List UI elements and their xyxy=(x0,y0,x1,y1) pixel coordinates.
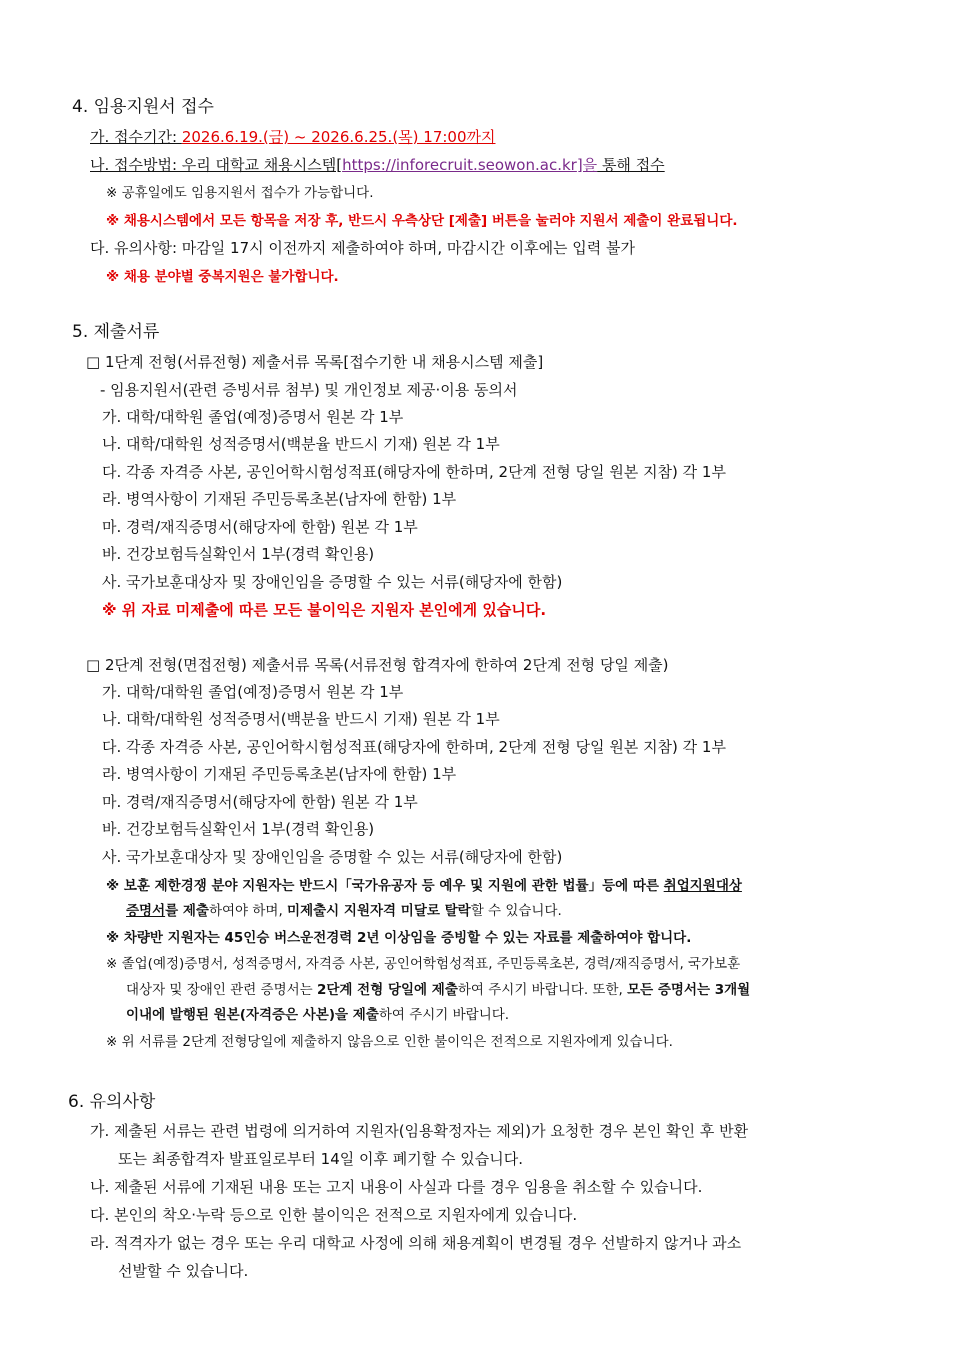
note-veteran-emphasis: 취업지원대상 xyxy=(663,878,742,894)
stage2-item: 마. 경력/재직증명서(해당자에 한함) 원본 각 1부 xyxy=(102,793,418,811)
note-veteran-end: 할 수 있습니다. xyxy=(470,903,562,919)
stage1-item: 라. 병역사항이 기재된 주민등록초본(남자에 한함) 1부 xyxy=(102,490,457,508)
stage2-title: □ 2단계 전형(면접전형) 제출서류 목록(서류전형 합격자에 한하여 2단계 전형 당일 제출) xyxy=(86,656,669,674)
method-pre: 나. 접수방법: 우리 대학교 채용시스템[ xyxy=(90,156,343,174)
sec6-item-cont: 선발할 수 있습니다. xyxy=(118,1262,249,1280)
stage2-item: 나. 대학/대학원 성적증명서(백분율 반드시 기재) 원본 각 1부 xyxy=(102,710,500,728)
stage1-intro: - 임용지원서(관련 증빙서류 첨부) 및 개인정보 제공·이용 동의서 xyxy=(100,381,518,399)
stage2-item: 가. 대학/대학원 졸업(예정)증명서 원본 각 1부 xyxy=(102,683,404,701)
note-penalty: ※ 위 서류를 2단계 전형당일에 제출하지 않음으로 인한 불이익은 전적으로 지원자에게 있습니다. xyxy=(106,1034,673,1050)
sec6-item: 가. 제출된 서류는 관련 법령에 의거하여 지원자(임용확정자는 제외)가 요청한 경우 본인 확인 후 반환 xyxy=(90,1122,749,1140)
section-4-title: 4. 임용지원서 접수 xyxy=(72,97,214,117)
note-docs-original: 이내에 발행된 원본(자격증은 사본)을 제출 xyxy=(126,1007,379,1023)
period-line xyxy=(90,127,496,147)
note-holiday: ※ 공휴일에도 임용지원서 접수가 가능합니다. xyxy=(106,185,374,201)
method-line xyxy=(90,155,665,175)
stage2-item: 사. 국가보훈대상자 및 장애인임을 증명할 수 있는 서류(해당자에 한함) xyxy=(102,848,563,866)
note-docs-stage2: 2단계 전형 당일에 제출 xyxy=(317,982,458,998)
period-value: 2026.6.19.(금) ~ 2026.6.25.(목) 17:00까지 xyxy=(181,128,496,146)
method-post: 통해 접수 xyxy=(597,156,665,174)
method-mid: ]을 xyxy=(576,156,598,174)
stage2-item: 바. 건강보험득실확인서 1부(경력 확인용) xyxy=(102,820,375,838)
note-docs-end: 하여 주시기 바랍니다. xyxy=(378,1007,510,1023)
note-veteran-text2: 하여야 하며, xyxy=(208,903,288,919)
stage1-item: 마. 경력/재직증명서(해당자에 한함) 원본 각 1부 xyxy=(102,518,418,536)
note-docs-3months: 모든 증명서는 3개월 xyxy=(627,982,751,998)
section-5-title: 5. 제출서류 xyxy=(72,322,160,342)
stage1-warning: ※ 위 자료 미제출에 따른 모든 불이익은 지원자 본인에게 있습니다. xyxy=(102,601,547,619)
sec6-item: 라. 적격자가 없는 경우 또는 우리 대학교 사정에 의해 채용계획이 변경될 경우 선발하지 않거나 과소 xyxy=(90,1234,742,1252)
stage2-item: 다. 각종 자격증 사본, 공인어학시험성적표(해당자에 한하며, 2단계 전형 당일 원본 지참) 각 1부 xyxy=(102,738,726,756)
caution-line: 다. 유의사항: 마감일 17시 이전까지 제출하여야 하며, 마감시간 이후에는 입력 불가 xyxy=(90,239,636,257)
stage2-item: 라. 병역사항이 기재된 주민등록초본(남자에 한함) 1부 xyxy=(102,765,457,783)
sec6-item: 나. 제출된 서류에 기재된 내용 또는 고지 내용이 사실과 다를 경우 임용을 취소할 수 있습니다. xyxy=(90,1178,703,1196)
stage1-item: 바. 건강보험득실확인서 1부(경력 확인용) xyxy=(102,545,375,563)
section-6-title: 6. 유의사항 xyxy=(68,1092,156,1112)
note-docs-line2 xyxy=(126,980,750,1000)
caution-note: ※ 채용 분야별 중복지원은 불가합니다. xyxy=(106,269,339,285)
stage1-title: □ 1단계 전형(서류전형) 제출서류 목록[접수기한 내 채용시스템 제출] xyxy=(86,353,544,371)
note-docs-text2: 하여 주시기 바랍니다. 또한, xyxy=(457,982,628,998)
note-veteran-submit: 를 제출 xyxy=(165,903,209,919)
period-label: 가. 접수기간: xyxy=(90,128,182,146)
note-submit: ※ 채용시스템에서 모든 항목을 저장 후, 반드시 우측상단 [제출] 버튼을 눌러야 지원서 제출이 완료됩니다. xyxy=(106,213,738,229)
sec6-item-cont: 또는 최종합격자 발표일로부터 14일 이후 폐기할 수 있습니다. xyxy=(118,1150,523,1168)
stage1-item: 다. 각종 자격증 사본, 공인어학시험성적표(해당자에 한하며, 2단계 전형 당일 원본 지참) 각 1부 xyxy=(102,463,726,481)
note-veteran-line1 xyxy=(106,876,742,896)
note-docs-text: 대상자 및 장애인 관련 증명서는 xyxy=(126,982,317,998)
note-docs-line1: ※ 졸업(예정)증명서, 성적증명서, 자격증 사본, 공인어학험성적표, 주민등록초본, 경력/재직증명서, 국가보훈 xyxy=(106,956,741,972)
note-veteran-text: ※ 보훈 제한경쟁 분야 지원자는 반드시「국가유공자 등 예우 및 지원에 관한 법률」등에 따른 xyxy=(106,878,664,894)
stage1-item: 가. 대학/대학원 졸업(예정)증명서 원본 각 1부 xyxy=(102,408,404,426)
stage1-item: 나. 대학/대학원 성적증명서(백분율 반드시 기재) 원본 각 1부 xyxy=(102,435,500,453)
note-veteran-cert: 증명서 xyxy=(126,903,166,919)
note-veteran-fail: 미제출시 지원자격 미달로 탈락 xyxy=(287,903,471,919)
note-driver: ※ 차량반 지원자는 45인승 버스운전경력 2년 이상임을 증빙할 수 있는 자료를 제출하여야 합니다. xyxy=(106,930,692,946)
sec6-item: 다. 본인의 착오·누락 등으로 인한 불이익은 전적으로 지원자에게 있습니다. xyxy=(90,1206,578,1224)
note-veteran-line2 xyxy=(126,901,562,921)
note-docs-line3 xyxy=(126,1005,509,1025)
recruit-system-link[interactable]: https://inforecruit.seowon.ac.kr xyxy=(342,156,577,174)
stage1-item: 사. 국가보훈대상자 및 장애인임을 증명할 수 있는 서류(해당자에 한함) xyxy=(102,573,563,591)
